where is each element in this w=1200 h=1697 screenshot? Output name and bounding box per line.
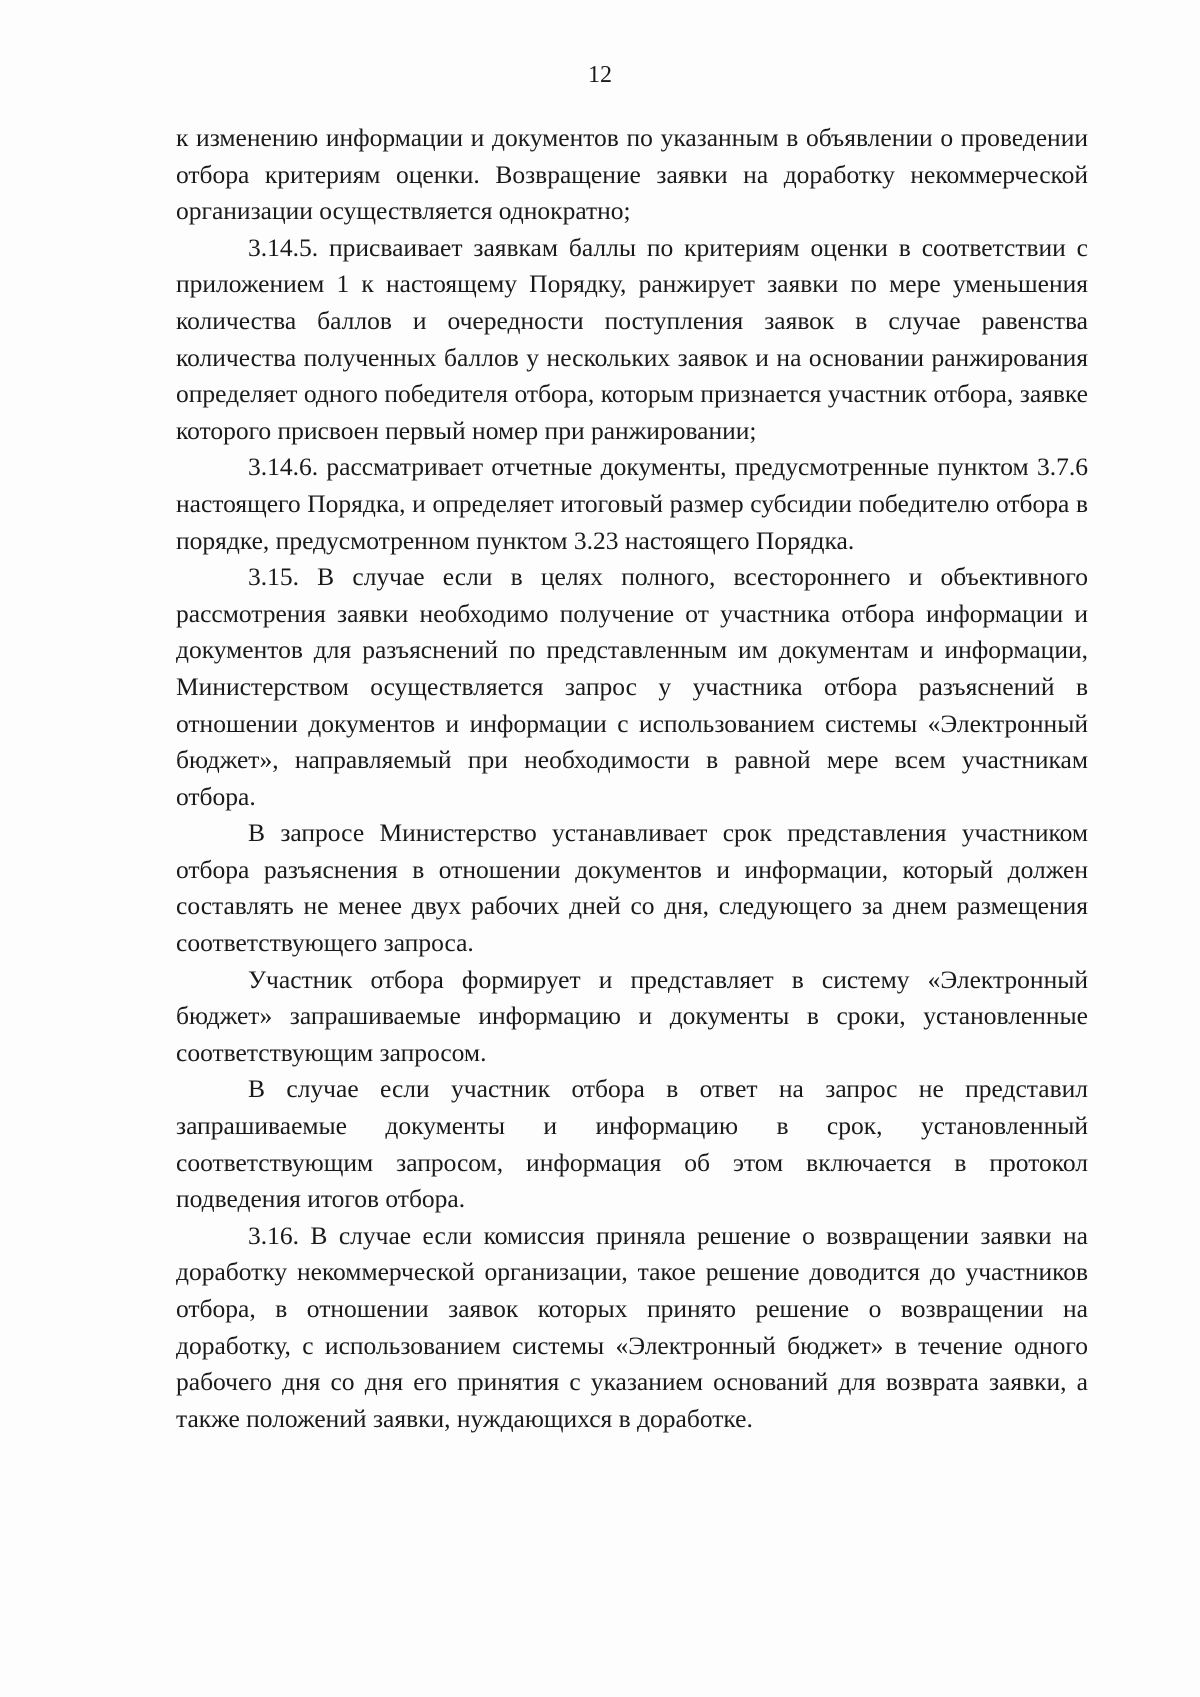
paragraph-non-submission: В случае если участник отбора в ответ на запрос не представил запрашиваемые документы и информацию в срок, установленный соответствующим запросом, информация об этом включается в протокол подведения итогов отбора. [176,1074,1088,1214]
paragraph-request-deadline: В запросе Министерство устанавливает срок представления участником отбора разъяснения в отношении документов и информации, который должен составлять не менее двух рабочих дней со дня, следующего за днем размещения соответствующего запроса. [176,818,1088,958]
page-number: 12 [588,62,612,88]
document-body [176,120,1088,1437]
paragraph-3-15: 3.15. В случае если в целях полного, всестороннего и объективного рассмотрения заявки необходимо получение от участника отбора информации и документов для разъяснений по представленным им документам и информации, Министерством осуществляется запрос у участника отбора разъяснений в отношении документов и информации с использованием системы «Электронный бюджет», направляемый при необходимости в равной мере всем участникам отбора. [176,562,1088,811]
paragraph-participant-submission: Участник отбора формирует и представляет в систему «Электронный бюджет» запрашиваемые информацию и документы в сроки, установленные соответствующим запросом. [176,964,1088,1067]
paragraph-3-14-6: 3.14.6. рассматривает отчетные документы, предусмотренные пунктом 3.7.6 настоящего Порядка, и определяет итоговый размер субсидии победителю отбора в порядке, предусмотренном пунктом 3.23 настоящего Порядка. [176,452,1088,555]
paragraph-3-14-5: 3.14.5. присваивает заявкам баллы по критериям оценки в соответствии с приложением 1 к настоящему Порядку, ранжирует заявки по мере уменьшения количества баллов и очередности поступления заявок в случае равенства количества полученных баллов у нескольких заявок и на основании ранжирования определяет одного победителя отбора, которым признается участник отбора, заявке которого присвоен первый номер при ранжировании; [176,232,1088,445]
paragraph-continuation: к изменению информации и документов по указанным в объявлении о проведении отбора критериям оценки. Возвращение заявки на доработку некоммерческой организации осуществляется однократно; [176,123,1088,226]
paragraph-3-16: 3.16. В случае если комиссия приняла решение о возвращении заявки на доработку некоммерческой организации, такое решение доводится до участников отбора, в отношении заявок которых принято решение о возвращении на доработку, с использованием системы «Электронный бюджет» в течение одного рабочего дня со дня его принятия с указанием оснований для возврата заявки, а также положений заявки, нуждающихся в доработке. [176,1220,1088,1433]
